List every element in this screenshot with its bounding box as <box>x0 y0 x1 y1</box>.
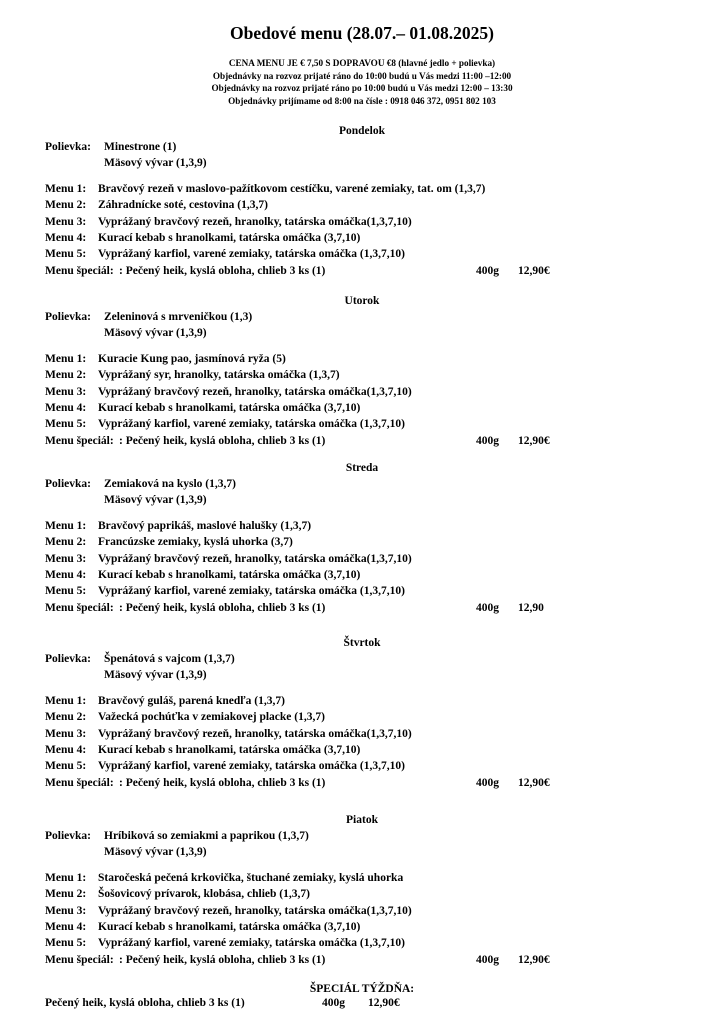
day-heading: Piatok <box>346 814 378 826</box>
menu-label: Menu 4: <box>45 231 87 244</box>
menu-label: Menu 3: <box>45 904 87 917</box>
menu-label: Menu 4: <box>45 743 87 756</box>
menu-item: Kurací kebab s hranolkami, tatárska omáčka (3,7,10) <box>98 231 361 244</box>
weekly-special-text: Pečený heik, kyslá obloha, chlieb 3 ks (1) <box>45 997 245 1009</box>
menu-label: Menu 2: <box>45 369 87 382</box>
soup-label: Polievka: <box>45 311 91 323</box>
special-label: Menu špeciál: <box>45 601 114 614</box>
special-item: : Pečený heik, kyslá obloha, chlieb 3 ks (1) <box>119 776 326 789</box>
menu-item: Bravčový paprikáš, maslové halušky (1,3,7) <box>98 520 312 532</box>
menu-item: Kurací kebab s hranolkami, tatárska omáčka (3,7,10) <box>98 401 361 414</box>
soup-item: Mäsový vývar (1,3,9) <box>104 327 207 340</box>
menu-item: Vyprážaný bravčový rezeň, hranolky, tatárska omáčka(1,3,7,10) <box>98 215 412 228</box>
delivery-info-line: Objednávky na rozvoz prijaté ráno po 10:00 budú u Vás medzi 12:00 – 13:30 <box>211 83 513 93</box>
special-weight: 400g <box>476 776 499 789</box>
special-label: Menu špeciál: <box>45 264 114 277</box>
special-item: : Pečený heik, kyslá obloha, chlieb 3 ks (1) <box>119 264 326 277</box>
menu-label: Menu 2: <box>45 888 87 901</box>
menu-label: Menu 3: <box>45 215 87 228</box>
menu-label: Menu 2: <box>45 711 87 724</box>
menu-label: Menu 5: <box>45 937 87 950</box>
menu-item: Vyprážaný syr, hranolky, tatárska omáčka (1,3,7) <box>98 369 340 382</box>
special-price: 12,90€ <box>518 776 550 789</box>
day-heading: Streda <box>345 462 379 474</box>
day-heading: Utorok <box>344 295 380 307</box>
menu-item: Vyprážaný karfiol, varené zemiaky, tatárska omáčka (1,3,7,10) <box>98 937 405 950</box>
order-phone-line: Objednávky prijímame od 8:00 na čísle : 0918 046 372, 0951 802 103 <box>228 96 496 106</box>
special-item: : Pečený heik, kyslá obloha, chlieb 3 ks (1) <box>119 953 326 966</box>
menu-label: Menu 2: <box>45 199 87 212</box>
special-price: 12,90 <box>518 601 544 614</box>
soup-label: Polievka: <box>45 141 91 153</box>
menu-item: Kurací kebab s hranolkami, tatárska omáčka (3,7,10) <box>98 743 361 756</box>
menu-label: Menu 5: <box>45 248 87 261</box>
menu-item: Kurací kebab s hranolkami, tatárska omáčka (3,7,10) <box>98 920 361 933</box>
price-info-line: CENA MENU JE € 7,50 S DOPRAVOU €8 (hlavné jedlo + polievka) <box>228 58 496 68</box>
menu-item: Vyprážaný karfiol, varené zemiaky, tatárska omáčka (1,3,7,10) <box>98 418 405 431</box>
menu-item: Bravčový guláš, parená knedľa (1,3,7) <box>98 695 285 707</box>
menu-label: Menu 4: <box>45 401 87 414</box>
special-weight: 400g <box>476 953 499 966</box>
soup-label: Polievka: <box>45 830 91 842</box>
soup-item: Mäsový vývar (1,3,9) <box>104 846 207 859</box>
soup-label: Polievka: <box>45 478 91 490</box>
soup-item: Minestrone (1) <box>104 141 177 153</box>
soup-item: Mäsový vývar (1,3,9) <box>104 157 207 170</box>
page-title: Obedové menu (28.07.– 01.08.2025) <box>230 23 494 43</box>
menu-item: Vyprážaný bravčový rezeň, hranolky, tatárska omáčka(1,3,7,10) <box>98 904 412 917</box>
special-label: Menu špeciál: <box>45 776 114 789</box>
menu-label: Menu 1: <box>45 353 87 365</box>
delivery-info-line: Objednávky na rozvoz prijaté ráno do 10:00 budú u Vás medzi 11:00 –12:00 <box>212 71 512 81</box>
soup-item: Mäsový vývar (1,3,9) <box>104 669 207 682</box>
menu-label: Menu 1: <box>45 183 87 195</box>
menu-item: Vyprážaný bravčový rezeň, hranolky, tatárska omáčka(1,3,7,10) <box>98 385 412 398</box>
menu-item: Važecká pochúťka v zemiakovej placke (1,3,7) <box>98 711 325 724</box>
special-weight: 400g <box>476 601 499 614</box>
special-price: 12,90€ <box>518 953 550 966</box>
special-weight: 400g <box>476 434 499 447</box>
menu-item: Kuracie Kung pao, jasmínová ryža (5) <box>98 353 286 365</box>
menu-label: Menu 3: <box>45 552 87 565</box>
menu-label: Menu 4: <box>45 568 87 581</box>
menu-item: Záhradnícke soté, cestovina (1,3,7) <box>98 199 268 212</box>
soup-label: Polievka: <box>45 653 91 665</box>
soup-item: Špenátová s vajcom (1,3,7) <box>104 653 235 665</box>
special-item: : Pečený heik, kyslá obloha, chlieb 3 ks (1) <box>119 601 326 614</box>
menu-label: Menu 2: <box>45 536 87 549</box>
menu-label: Menu 5: <box>45 418 87 431</box>
day-heading: Štvrtok <box>343 637 381 649</box>
special-price: 12,90€ <box>518 264 550 277</box>
menu-item: Vyprážaný karfiol, varené zemiaky, tatárska omáčka (1,3,7,10) <box>98 585 405 598</box>
special-price: 12,90€ <box>518 434 550 447</box>
menu-label: Menu 1: <box>45 695 87 707</box>
soup-item: Hríbiková so zemiakmi a paprikou (1,3,7) <box>104 830 309 842</box>
menu-label: Menu 1: <box>45 520 87 532</box>
weekly-special-heading: ŠPECIÁL TÝŽDŇA: <box>309 983 415 995</box>
menu-label: Menu 3: <box>45 727 87 740</box>
weekly-special-price: 12,90€ <box>368 997 400 1009</box>
weekly-special-weight: 400g <box>322 997 345 1009</box>
menu-label: Menu 5: <box>45 585 87 598</box>
soup-item: Zemiaková na kyslo (1,3,7) <box>104 478 236 490</box>
special-label: Menu špeciál: <box>45 434 114 447</box>
menu-item: Vyprážaný bravčový rezeň, hranolky, tatárska omáčka(1,3,7,10) <box>98 552 412 565</box>
soup-item: Mäsový vývar (1,3,9) <box>104 494 207 507</box>
soup-item: Zeleninová s mrveničkou (1,3) <box>104 311 253 323</box>
menu-item: Vyprážaný karfiol, varené zemiaky, tatárska omáčka (1,3,7,10) <box>98 248 405 261</box>
menu-item: Francúzske zemiaky, kyslá uhorka (3,7) <box>98 536 293 549</box>
menu-item: Bravčový rezeň v maslovo-pažítkovom cestíčku, varené zemiaky, tat. om (1,3,7) <box>98 183 486 195</box>
menu-item: Šošovicový prívarok, klobása, chlieb (1,3,7) <box>98 888 310 901</box>
menu-label: Menu 3: <box>45 385 87 398</box>
special-label: Menu špeciál: <box>45 953 114 966</box>
menu-item: Kurací kebab s hranolkami, tatárska omáčka (3,7,10) <box>98 568 361 581</box>
menu-item: Vyprážaný bravčový rezeň, hranolky, tatárska omáčka(1,3,7,10) <box>98 727 412 740</box>
special-item: : Pečený heik, kyslá obloha, chlieb 3 ks (1) <box>119 434 326 447</box>
day-heading: Pondelok <box>338 125 385 137</box>
menu-item: Vyprážaný karfiol, varené zemiaky, tatárska omáčka (1,3,7,10) <box>98 760 405 773</box>
menu-label: Menu 5: <box>45 760 87 773</box>
special-weight: 400g <box>476 264 499 277</box>
menu-item: Staročeská pečená krkovička, štuchané zemiaky, kyslá uhorka <box>98 872 404 884</box>
menu-label: Menu 1: <box>45 872 87 884</box>
menu-label: Menu 4: <box>45 920 87 933</box>
